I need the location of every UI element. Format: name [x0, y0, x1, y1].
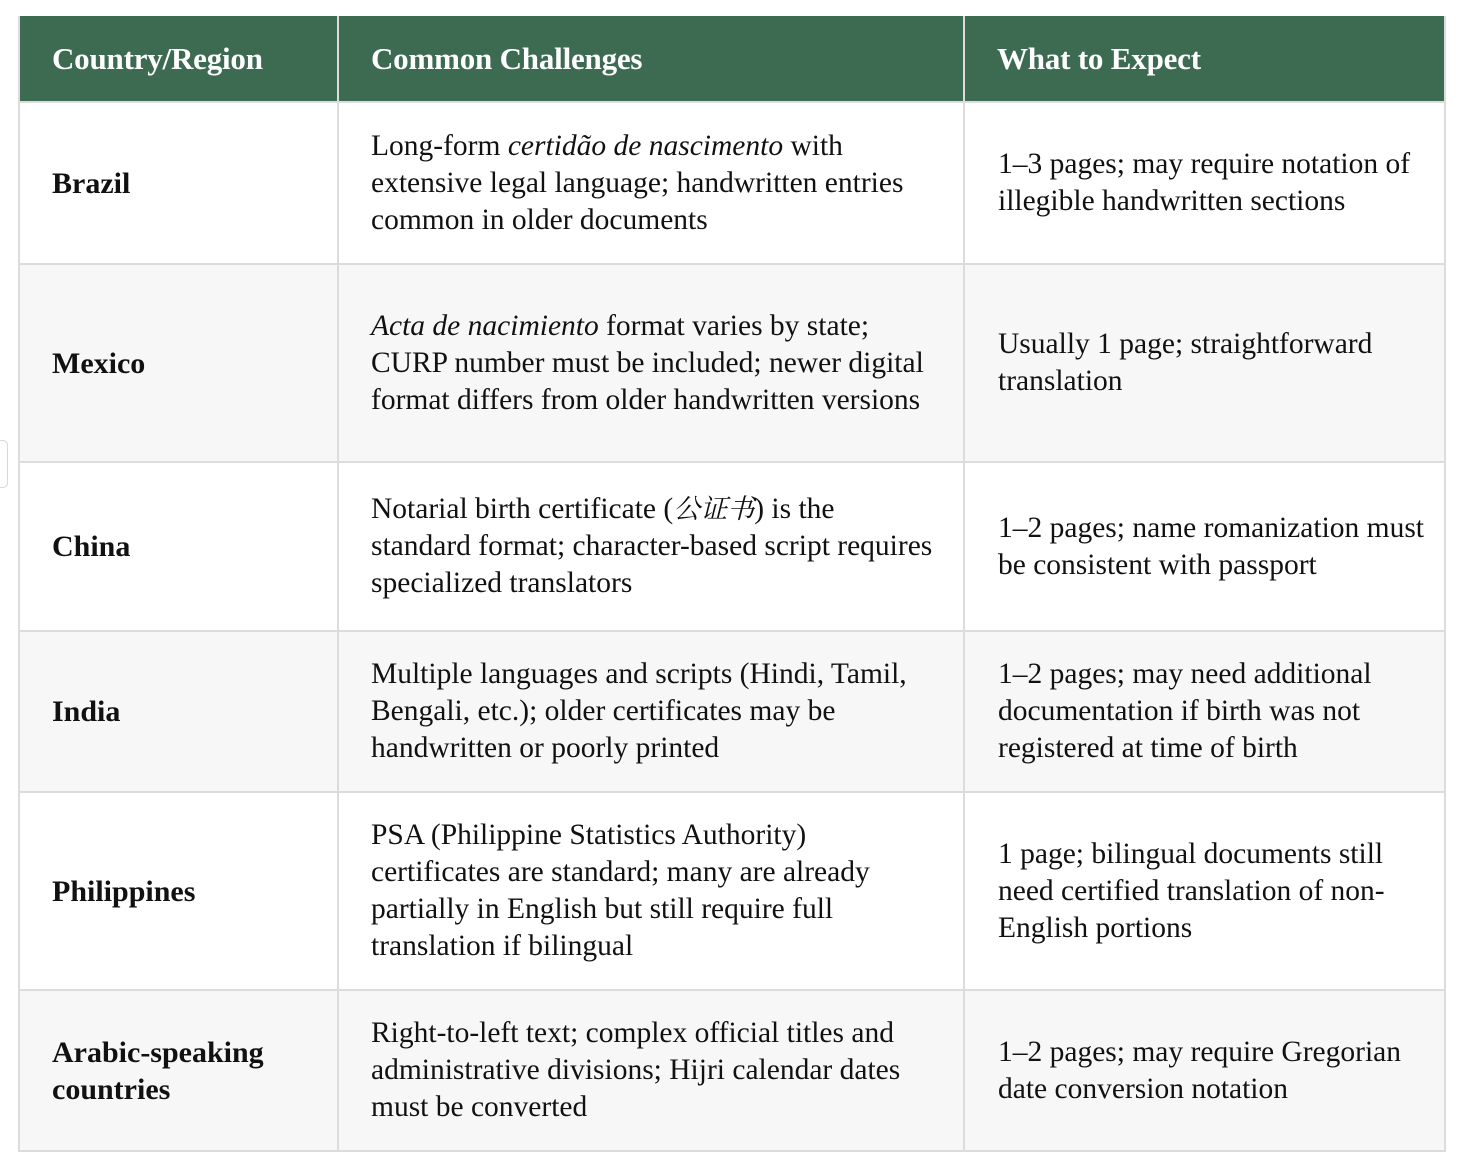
challenge-text: Notarial birth certificate (: [371, 493, 674, 525]
challenge-text: Long-form: [371, 129, 508, 162]
challenge-cell: PSA (Philippine Statistics Authority) certificates are standard; many are already partially in English but still require full translation if bilingual: [338, 792, 964, 990]
country-cell: Philippines: [19, 792, 338, 990]
country-cell: India: [19, 631, 338, 792]
header-what-to-expect: What to Expect: [964, 16, 1445, 102]
document-name-italic: certidão de nascimento: [507, 129, 784, 162]
birth-certificate-comparison-table: [18, 16, 1446, 1152]
document-name-italic: Acta de nacimiento: [371, 309, 599, 342]
table-body: [19, 102, 1445, 1151]
country-cell: Mexico: [19, 264, 338, 462]
challenge-text: with extensive legal language; handwritten entries common in older documents: [371, 129, 904, 236]
expect-cell: 1 page; bilingual documents still need certified translation of non-English portions: [964, 792, 1445, 990]
header-country: Country/Region: [19, 16, 338, 102]
table-header: [19, 16, 1445, 102]
challenge-cell: Right-to-left text; complex official titles and administrative divisions; Hijri calendar dates must be converted: [338, 990, 964, 1151]
challenge-text: ) is the standard format; character-based script requires specialized translators: [371, 493, 933, 599]
country-cell: Brazil: [19, 102, 338, 264]
expect-cell: Usually 1 page; straightforward translation: [964, 264, 1445, 462]
challenge-text: format varies by state; CURP number must be included; newer digital format differs from older handwritten versions: [371, 309, 924, 416]
challenge-cell: [338, 462, 964, 631]
expect-cell: 1–2 pages; may need additional documentation if birth was not registered at time of birth: [964, 631, 1445, 792]
header-common-challenges: Common Challenges: [338, 16, 964, 102]
table-row-india: [19, 631, 1445, 792]
challenge-cell: [338, 102, 964, 264]
challenge-cell: [338, 264, 964, 462]
expect-cell: 1–2 pages; may require Gregorian date conversion notation: [964, 990, 1445, 1151]
table-row-philippines: [19, 792, 1445, 990]
expect-cell: 1–3 pages; may require notation of illegible handwritten sections: [964, 102, 1445, 264]
document-name-italic: 公证书: [673, 494, 755, 525]
header-row: [19, 16, 1445, 102]
table-row-arabic-speaking: [19, 990, 1445, 1151]
side-panel-tab[interactable]: [0, 440, 8, 488]
country-cell: China: [19, 462, 338, 631]
expect-cell: 1–2 pages; name romanization must be consistent with passport: [964, 462, 1445, 631]
table-row-china: [19, 462, 1445, 631]
table-row-mexico: [19, 264, 1445, 462]
table-row-brazil: [19, 102, 1445, 264]
challenge-cell: Multiple languages and scripts (Hindi, Tamil, Bengali, etc.); older certificates may be handwritten or poorly printed: [338, 631, 964, 792]
country-cell: Arabic-speaking countries: [19, 990, 338, 1151]
